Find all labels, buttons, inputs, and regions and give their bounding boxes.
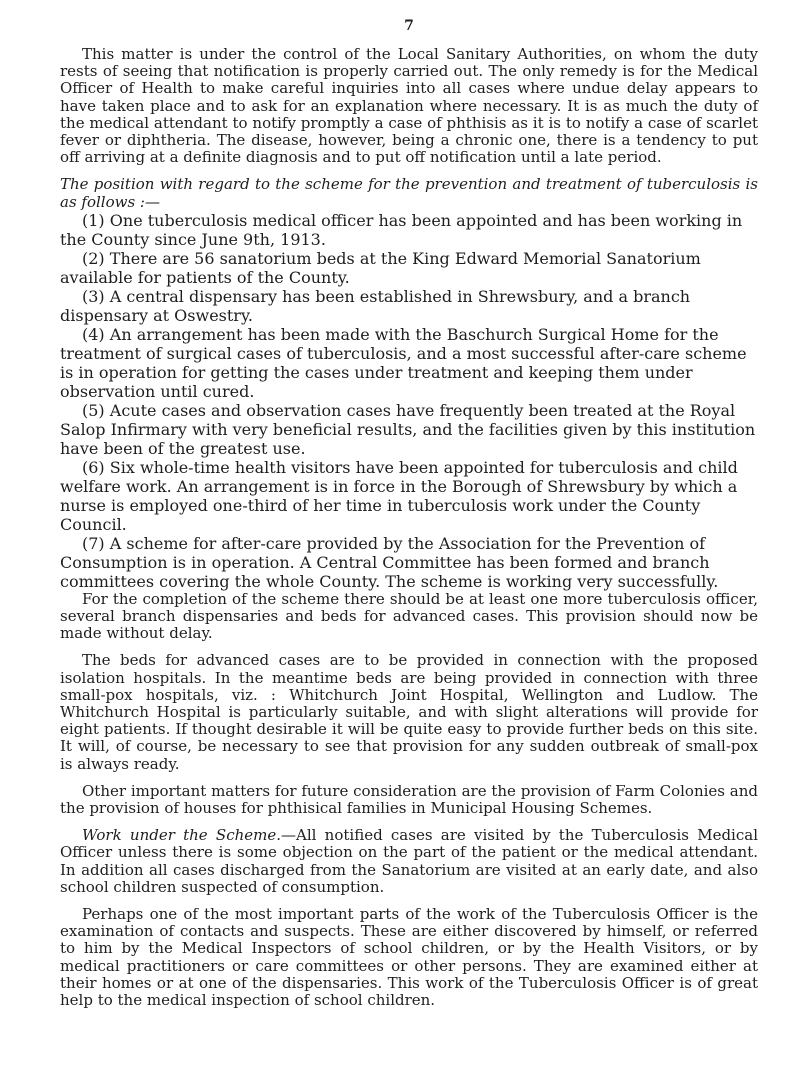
list-item	[60, 287, 758, 325]
work-paragraph	[60, 827, 758, 896]
item-number: (4)	[82, 324, 105, 344]
list-item	[60, 249, 758, 287]
item-text: One tuberculosis medical officer has been appointed and has been working in the County since June 9th, 1913.	[60, 210, 743, 249]
item-text: A central dispensary has been established in Shrewsbury, and a branch dispensary at Oswestry.	[60, 286, 691, 325]
item-text: Six whole-time health visitors have been appointed for tuberculosis and child welfare work. An arrangement is in force in the Borough of Shrewsbury by which a nurse is employed one-third of her time in tuberculosis work under the County Council.	[60, 457, 738, 534]
item-text: There are 56 sanatorium beds at the King Edward Memorial Sanatorium available for patients of the County.	[60, 248, 701, 287]
item-number: (1)	[82, 210, 105, 230]
page-number: 7	[404, 18, 414, 34]
work-body: —All notified cases are visited by the Tuberculosis Medical Officer unless there is some objection on the part of the patient or the medical attendant. In addition all cases discharged from the Sanatorium are visited at an early date, and also school children suspected of consumption.	[60, 826, 758, 896]
position-heading: The position with regard to the scheme for the prevention and treatment of tuberculosis is as follows :—	[60, 175, 758, 211]
list-item	[60, 534, 758, 591]
item-number: (3)	[82, 286, 105, 306]
item-number: (6)	[82, 457, 105, 477]
intro-paragraph: This matter is under the control of the Local Sanitary Authorities, on whom the duty rests of seeing that notification is properly carried out. The only remedy is for the Medical Officer of Health to make careful inquiries into all cases where undue delay appears to have taken place and to ask for an explanation where necessary. It is as much the duty of the medical attendant to notify promptly a case of phthisis as it is to notify a case of scarlet fever or diphtheria. The disease, however, being a chronic one, there is a tendency to put off arriving at a definite diagnosis and to put off notification until a late period.	[60, 45, 758, 167]
item-text: An arrangement has been made with the Baschurch Surgical Home for the treatment of surgical cases of tuberculosis, and a most successful after-care scheme is in operation for getting the cases under treatment and keeping them under observation until cured.	[60, 324, 747, 401]
item-number: (2)	[82, 248, 105, 268]
other-matters-paragraph: Other important matters for future consideration are the provision of Farm Colonies and the provision of houses for phthisical families in Municipal Housing Schemes.	[60, 781, 758, 818]
item-number: (7)	[82, 533, 105, 553]
list-item	[60, 401, 758, 458]
advanced-cases-paragraph: The beds for advanced cases are to be provided in connection with the proposed isolation hospitals. In the meantime beds are being provided in connection with three small-pox hospitals, viz. : Whitchurch Joint Hospital, Wellington and Ludlow. The Whitchurch Hospital is particularly suitable, and with slight alterations will provide for eight patients. If thought desirable it will be quite easy to provide further beds on this site. It will, of course, be necessary to see that provision for any sudden outbreak of small-pox is always ready.	[60, 651, 758, 773]
perhaps-paragraph: Perhaps one of the most important parts of the work of the Tuberculosis Officer is the examination of contacts and suspects. These are either discovered by himself, or referred to him by the Medical Inspectors of school children, or by the Health Visitors, or by medical practitioners or care committees or other persons. They are examined either at their homes or at one of the dispensaries. This work of the Tuberculosis Officer is of great help to the medical inspection of school children.	[60, 905, 758, 1010]
item-text: A scheme for after-care provided by the Association for the Prevention of Consumption is in operation. A Central Committee has been formed and branch committees covering the whole County. The scheme is working very successfully.	[60, 533, 719, 591]
work-heading: Work under the Scheme.	[82, 826, 282, 845]
scheme-list	[60, 211, 758, 591]
item-text: Acute cases and observation cases have frequently been treated at the Royal Salop Infirmary with very beneficial results, and the facilities given by this institution have been of the greatest use.	[60, 400, 756, 458]
list-item	[60, 211, 758, 249]
list-item	[60, 325, 758, 401]
item-number: (5)	[82, 400, 105, 420]
completion-paragraph: For the completion of the scheme there should be at least one more tuberculosis officer, several branch dispensaries and beds for advanced cases. This provision should now be made without delay.	[60, 589, 758, 643]
list-item	[60, 458, 758, 534]
